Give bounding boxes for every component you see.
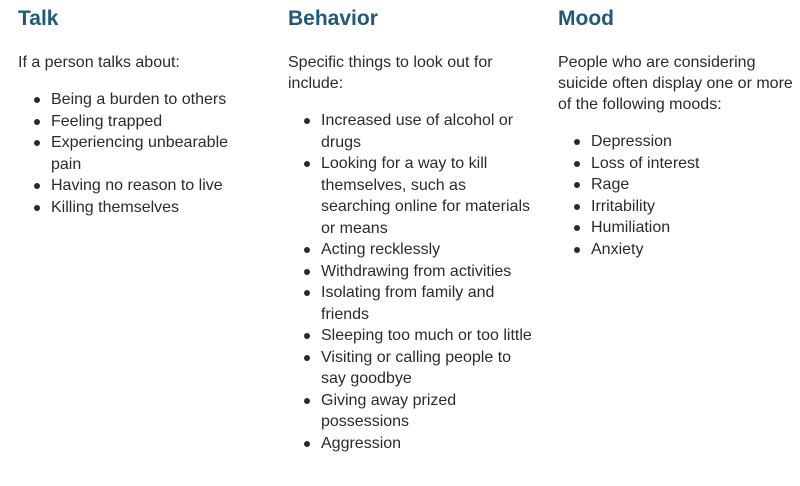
list-item-text: Anxiety	[591, 240, 644, 258]
bullet-icon	[304, 333, 310, 339]
bullet-icon	[34, 205, 40, 211]
bullet-icon	[304, 161, 310, 167]
list-item	[572, 217, 793, 239]
list-item	[302, 153, 538, 239]
list-item-text: Experiencing unbearable pain	[51, 134, 229, 173]
list-item-text: Loss of interest	[591, 154, 700, 172]
bullet-icon	[304, 290, 310, 296]
list-item-text: Increased use of alcohol or drugs	[321, 112, 514, 151]
list-item-text: Acting recklessly	[321, 241, 441, 258]
list-item	[302, 110, 538, 153]
behavior-column	[288, 6, 538, 454]
list-item	[572, 131, 793, 153]
list-item-text: Withdrawing from activities	[321, 262, 512, 280]
list-item	[302, 239, 538, 261]
list-item	[32, 89, 258, 111]
mood-list	[558, 131, 793, 260]
behavior-heading: Behavior	[288, 7, 378, 30]
bullet-icon	[304, 269, 310, 275]
bullet-icon	[34, 119, 40, 125]
bullet-icon	[574, 247, 580, 253]
bullet-icon	[304, 118, 310, 124]
list-item	[302, 325, 538, 347]
talk-list	[18, 89, 258, 218]
mood-heading: Mood	[558, 7, 614, 30]
behavior-list	[288, 110, 538, 454]
list-item-text: Killing themselves	[51, 198, 180, 216]
list-item-text: Feeling trapped	[51, 112, 163, 130]
list-item	[572, 153, 793, 175]
list-item-text: Irritability	[591, 197, 656, 215]
list-item-text: Isolating from family and friends	[321, 284, 495, 323]
bullet-icon	[574, 139, 580, 145]
list-item	[302, 433, 538, 455]
mood-column	[558, 6, 793, 260]
behavior-intro: Specific things to look out for include:	[288, 54, 493, 92]
list-item-text: Sleeping too much or too little	[321, 327, 532, 344]
talk-heading: Talk	[18, 7, 59, 30]
list-item-text: Rage	[591, 176, 630, 193]
list-item-text: Having no reason to live	[51, 177, 223, 194]
list-item-text: Being a burden to others	[51, 91, 227, 108]
bullet-icon	[574, 161, 580, 167]
list-item	[572, 239, 793, 261]
list-item	[302, 390, 538, 433]
list-item	[32, 197, 258, 219]
list-item-text: Visiting or calling people to say goodbye	[321, 348, 512, 387]
list-item-text: Looking for a way to kill themselves, such as searching online for materials or means	[321, 155, 530, 237]
talk-column	[18, 6, 258, 218]
list-item-text: Depression	[591, 133, 672, 150]
list-item-text: Giving away prized possessions	[321, 391, 457, 430]
list-item	[572, 174, 793, 196]
list-item	[302, 282, 538, 325]
list-item-text: Aggression	[321, 434, 402, 452]
list-item	[32, 132, 258, 175]
list-item	[302, 261, 538, 283]
bullet-icon	[304, 355, 310, 361]
bullet-icon	[304, 247, 310, 253]
bullet-icon	[574, 225, 580, 231]
bullet-icon	[34, 183, 40, 189]
bullet-icon	[574, 182, 580, 188]
list-item	[32, 111, 258, 133]
talk-intro: If a person talks about:	[18, 54, 180, 71]
mood-intro: People who are considering suicide often display one or more of the following moods:	[558, 54, 793, 113]
list-item	[302, 347, 538, 390]
list-item	[572, 196, 793, 218]
list-item	[32, 175, 258, 197]
bullet-icon	[304, 441, 310, 447]
bullet-icon	[574, 204, 580, 210]
bullet-icon	[304, 398, 310, 404]
bullet-icon	[34, 97, 40, 103]
bullet-icon	[34, 140, 40, 146]
list-item-text: Humiliation	[591, 219, 671, 236]
